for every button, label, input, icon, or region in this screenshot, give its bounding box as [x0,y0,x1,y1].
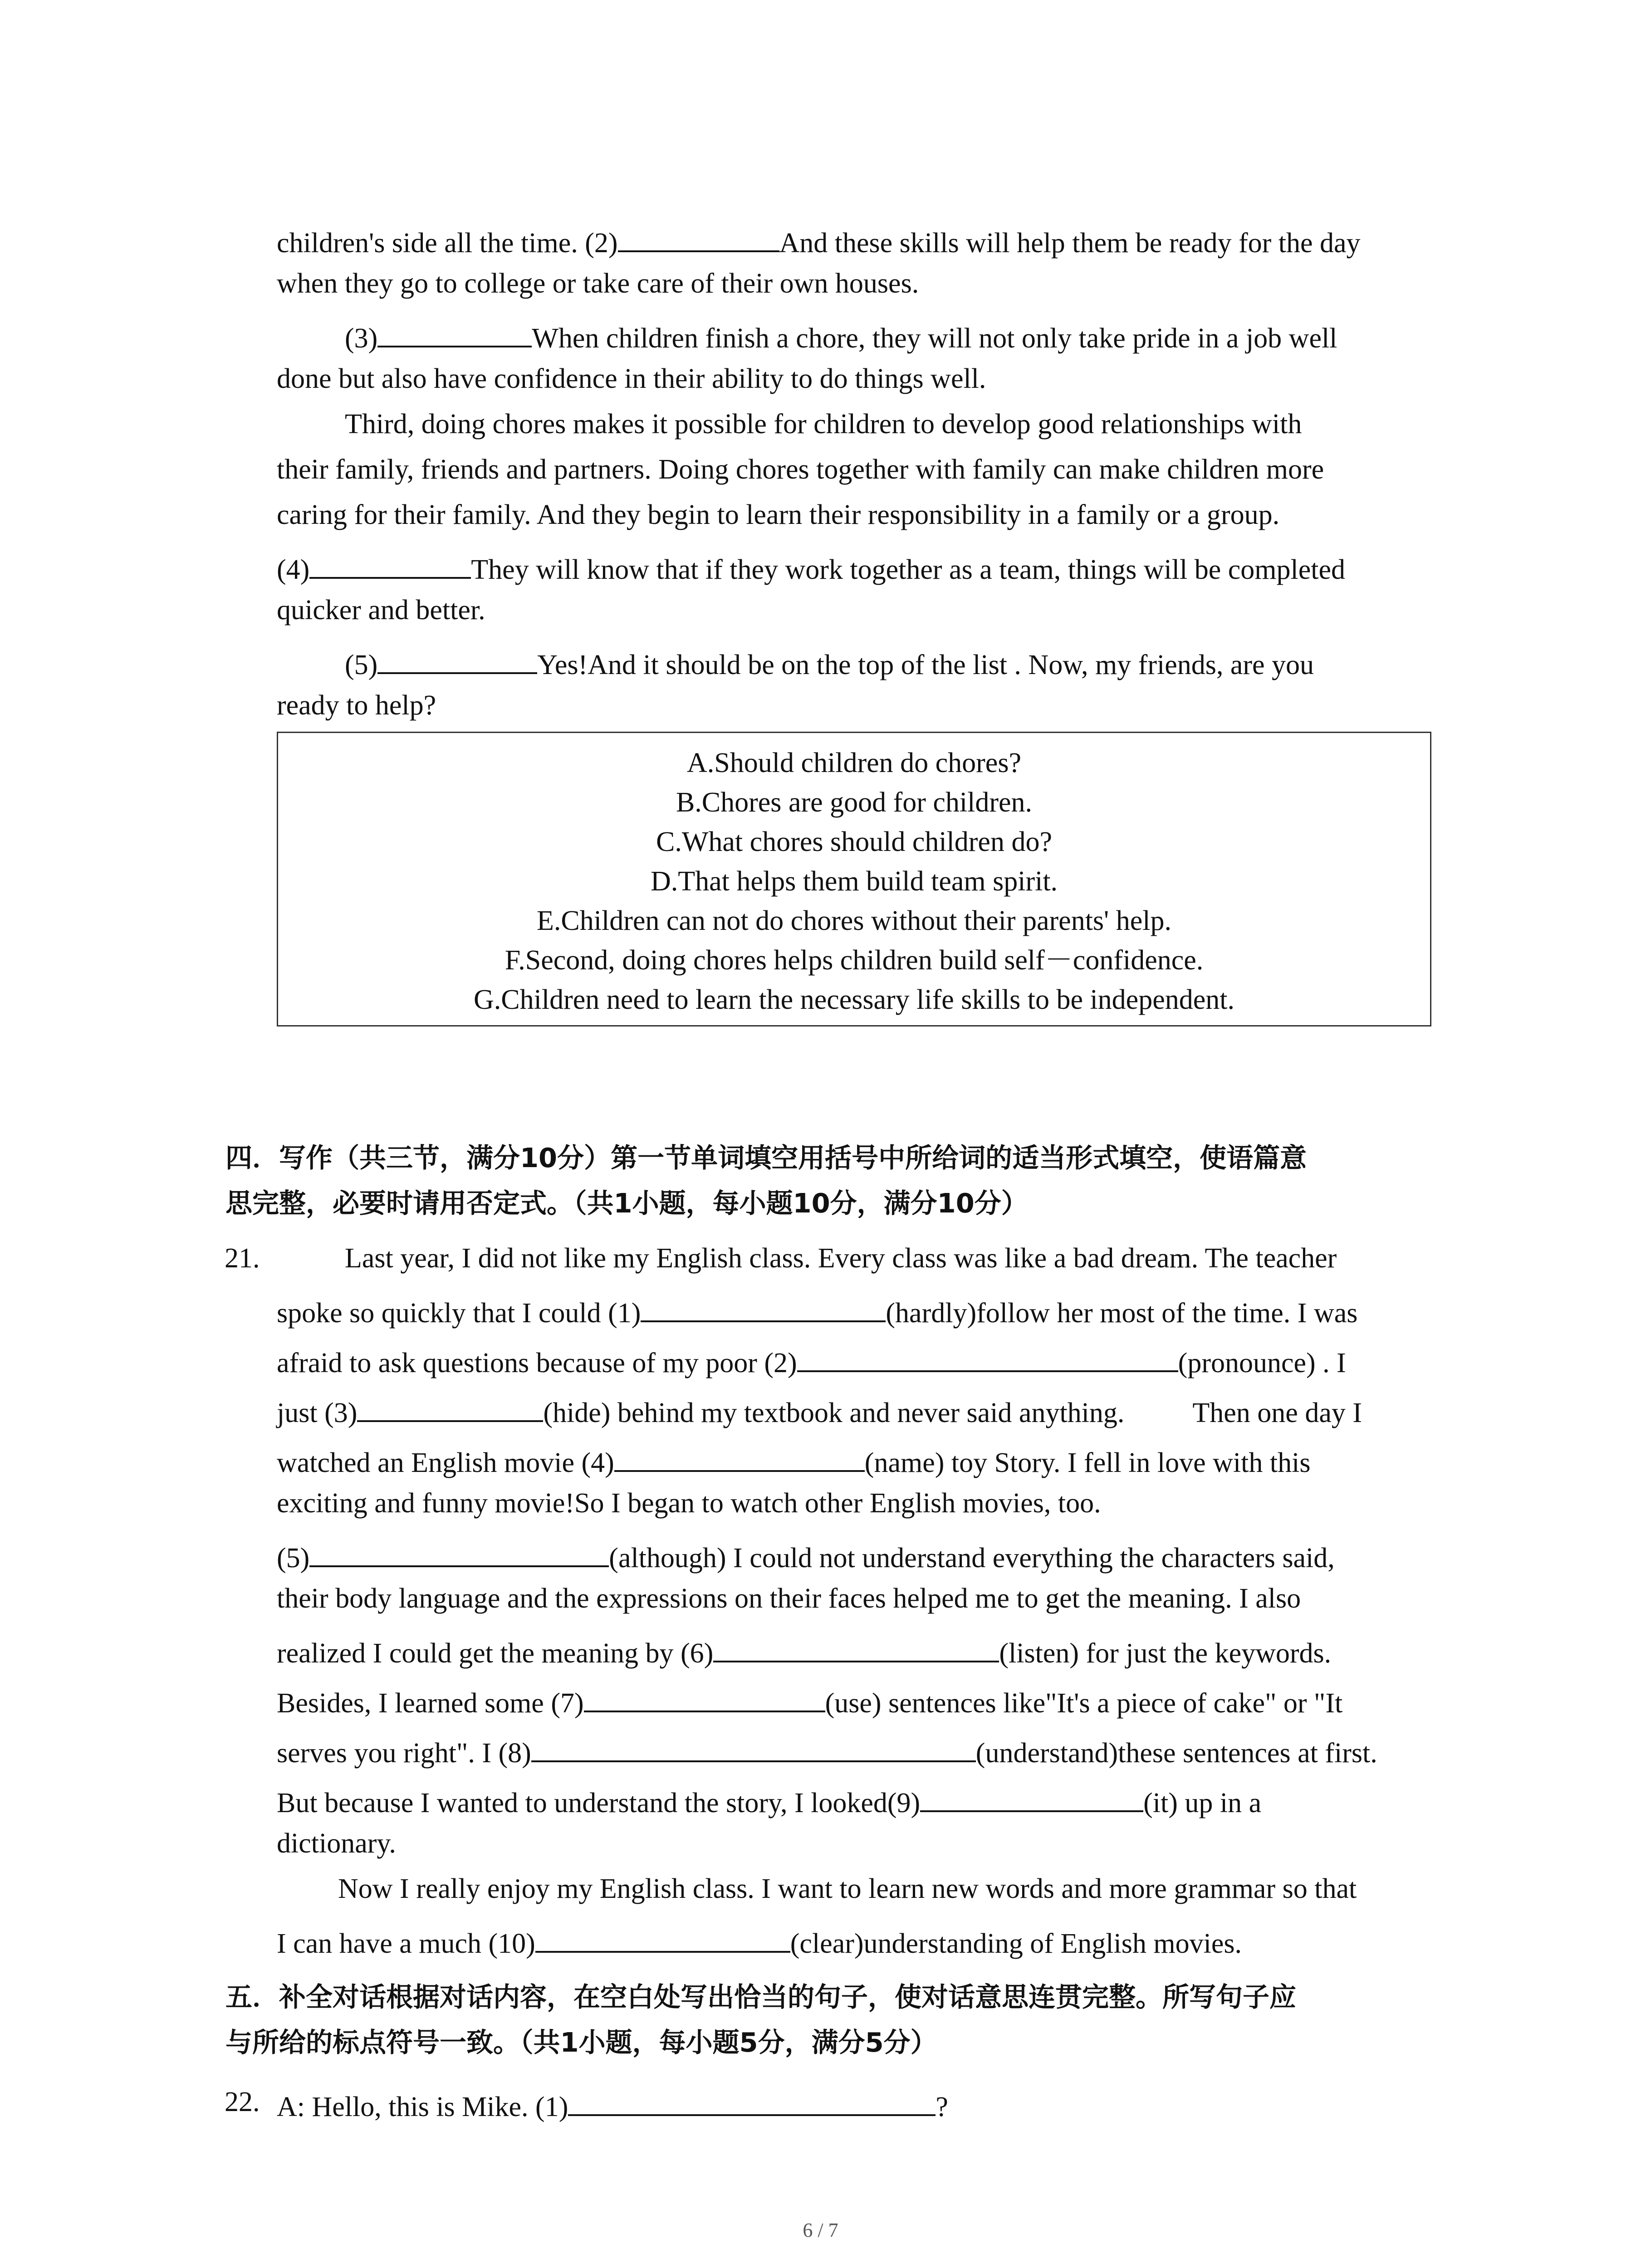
option-b: B.Chores are good for children. [676,787,1033,818]
passage-line: Besides, I learned some (7) (use) sentences like"It's a piece of cake" or "It [277,1684,1342,1717]
section-heading: 五．补全对话根据对话内容，在空白处写出恰当的句子，使对话意思连贯完整。所写句子应 [225,1981,1297,2013]
passage-line: serves you right". I (8) (understand)these sentences at first. [277,1734,1377,1767]
answer-blank-9[interactable] [920,1784,1143,1812]
answer-blank-5[interactable] [377,646,537,674]
passage-line: spoke so quickly that I could (1) (hardly)follow her most of the time. I was [277,1294,1357,1327]
passage-line: (5) Yes!And it should be on the top of the list . Now, my friends, are you [345,646,1314,679]
passage-line: just (3) (hide) behind my textbook and never said anything. Then one day I [277,1394,1362,1427]
answer-blank-7[interactable] [584,1684,825,1712]
answer-blank-6[interactable] [713,1634,999,1662]
answer-blank-8[interactable] [531,1734,976,1762]
option-d: D.That helps them build team spirit. [650,866,1058,897]
answer-blank-2[interactable] [618,224,779,252]
passage-line: exciting and funny movie!So I began to watch other English movies, too. [277,1488,1101,1519]
option-e: E.Children can not do chores without their parents' help. [537,905,1171,936]
passage-line: quicker and better. [277,595,485,626]
passage-line: dictionary. [277,1828,396,1859]
answer-blank-4[interactable] [614,1444,865,1472]
passage-line: children's side all the time. (2) And these skills will help them be ready for the day [277,224,1361,257]
passage-line: realized I could get the meaning by (6) (listen) for just the keywords. [277,1634,1331,1667]
passage-line: afraid to ask questions because of my poor (2) (pronounce) . I [277,1344,1346,1377]
page-number: 6 / 7 [803,2219,838,2241]
passage-line: their family, friends and partners. Doing chores together with family can make children more [277,454,1324,485]
answer-blank-3[interactable] [377,319,532,347]
passage-line: Third, doing chores makes it possible for children to develop good relationships with [345,409,1302,440]
answer-blank-1[interactable] [568,2088,936,2116]
passage-line: done but also have confidence in their ability to do things well. [277,363,986,394]
answer-blank-3[interactable] [357,1394,543,1422]
passage-line: I can have a much (10) (clear)understanding of English movies. [277,1925,1242,1958]
passage-line: their body language and the expressions on their faces helped me to get the meaning. I also [277,1583,1301,1614]
answer-blank-2[interactable] [797,1344,1178,1372]
passage-line: watched an English movie (4) (name) toy Story. I fell in love with this [277,1444,1310,1477]
question-number: 21. [225,1243,260,1274]
passage-line: (3) When children finish a chore, they will not only take pride in a job well [345,319,1337,352]
option-f: F.Second, doing chores helps children build self－confidence. [505,945,1204,976]
passage-line: Now I really enjoy my English class. I want to learn new words and more grammar so that [338,1873,1357,1904]
passage-line: But because I wanted to understand the story, I looked(9) (it) up in a [277,1784,1261,1817]
section-heading: 与所给的标点符号一致。（共1小题，每小题5分，满分5分） [225,2027,937,2058]
passage-line: caring for their family. And they begin to learn their responsibility in a family or a group. [277,499,1280,530]
option-g: G.Children need to learn the necessary life skills to be independent. [474,984,1234,1015]
answer-blank-4[interactable] [309,551,471,579]
answer-blank-5[interactable] [309,1539,609,1567]
question-number: 22. [225,2087,260,2117]
option-a: A.Should children do chores? [687,748,1021,778]
section-heading: 思完整，必要时请用否定式。（共1小题，每小题10分，满分10分） [225,1188,1028,1219]
answer-blank-10[interactable] [535,1925,790,1953]
section-heading: 四．写作（共三节，满分10分）第一节单词填空用括号中所给词的适当形式填空，使语篇意 [225,1142,1307,1173]
dialogue-line: A: Hello, this is Mike. (1) ? [277,2088,948,2121]
passage-line: ready to help? [277,690,436,721]
option-c: C.What chores should children do? [656,826,1052,857]
passage-line: (4) They will know that if they work together as a team, things will be completed [277,551,1345,584]
options-box [277,732,1431,1026]
passage-line: Last year, I did not like my English class. Every class was like a bad dream. The teacher [345,1243,1337,1274]
passage-line: (5) (although) I could not understand everything the characters said, [277,1539,1335,1572]
passage-line: when they go to college or take care of their own houses. [277,268,919,299]
answer-blank-1[interactable] [641,1294,886,1322]
